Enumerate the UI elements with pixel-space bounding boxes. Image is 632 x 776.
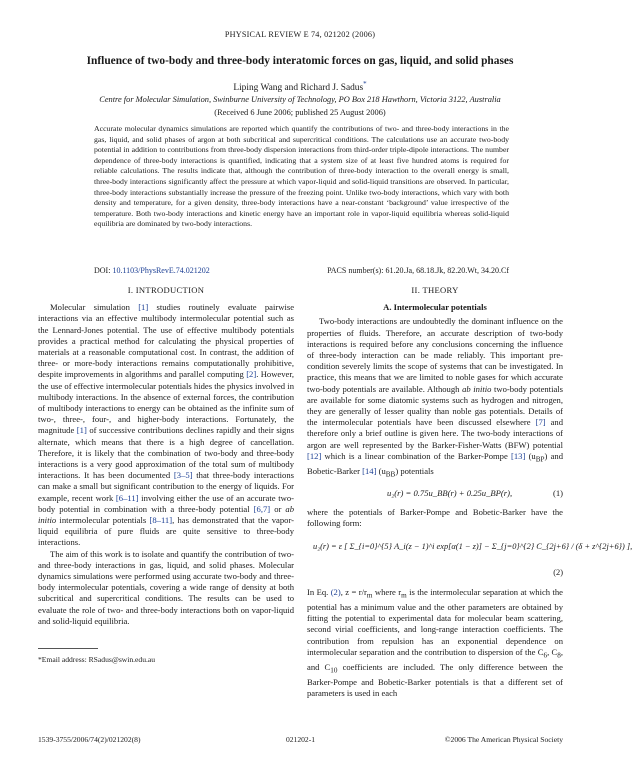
theory-paragraph-2: where the potentials of Barker-Pompe and Bobetic-Barker have the following form: [307, 506, 563, 528]
right-column [307, 285, 632, 699]
citation-link[interactable]: [1] [76, 425, 87, 436]
equation-2-number: (2) [553, 568, 563, 578]
section-heading-introduction: I. INTRODUCTION [127, 285, 205, 295]
subsection-heading: A. Intermolecular potentials [383, 302, 487, 313]
author-footnote-mark[interactable]: * [363, 80, 367, 88]
citation-link[interactable]: [3–5] [173, 470, 193, 481]
theory-paragraph-3: In Eq. (2), $z = r/r_m$ where $r_m$ is the intermolecular separation at which the potential has a minimum value and the other parameters are obtained by fitting the potential to experimental data for molecular beam scattering, second virial coefficients, and long-range interaction coefficients. The contribution from repulsion has an exponential dependence on intermolecular separation and the contribution to dispersion of the $C_6$, $C_8$, and $C_{10}$ coefficients are included. The only difference between the Barker-Pompe and Bobetic-Barker potentials is that a different set of parameters is used in each [307, 587, 563, 698]
received-dates: (Received 6 June 2006; published 25 August 2006) [214, 108, 386, 117]
equation-2 [307, 531, 632, 583]
citation-link[interactable]: [14] [362, 465, 377, 476]
equation-2-body: u₂(r) = ε [ Σ_{i=0}^{5} A_i(z − 1)^i exp[α(1 − z)] − Σ_{j=0}^{2} C_{2j+6} / (δ + z^{2j+6}) ], [313, 542, 632, 552]
section-heading-theory: II. THEORY [411, 285, 459, 295]
intro-paragraph-2: The aim of this work is to isolate and quantify the contribution of two- and three-body interactions in gas, liquid, and solid phases. Molecular dynamics simulations were performed using accurate two-body and three-body intermolecular potentials, covering a wide range of density at both subcritical and supercritical conditions. The results can be used to evaluate the role of two- and three-body interactions both on vapor-liquid and solid-liquid equilibria. [38, 548, 294, 626]
doi-pacs-line [94, 266, 509, 275]
footer-page-number: 021202-1 [285, 735, 316, 744]
doi-link[interactable]: 10.1103/PhysRevE.74.021202 [112, 266, 210, 275]
theory-paragraph-1: Two-body interactions are undoubtedly the dominant influence on the properties of fluids. Therefore, an accurate description of two-body interactions is required before any conclusions concerning the influence of three-body interaction can be made reliably. This important pre-condition severely limits the scope of systems that can be investigated. In practice, this means that we are limited to noble gases for which accurate two-body potentials are available. Although ab initio two-body potentials are available for some diatomic systems such as hydrogen and nitrogen, they are generally of lesser quality than noble gas potentials. Details of the intermolecular potentials have been discussed elsewhere [7] and therefore only a brief outline is given here. The two-body interactions of argon are well represented by the Barker-Fisher-Watts (BFW) potential [12] which is a linear combination of the Barker-Pompe [13] $(u_{BP})$ and Bobetic-Barker [14] $(u_{BB})$ potentials [307, 316, 563, 479]
equation-1-body: u₂(r) = 0.75u_BB(r) + 0.25u_BP(r), [387, 487, 513, 498]
footnote-divider [38, 648, 98, 649]
affiliation: Centre for Molecular Simulation, Swinburne University of Technology, PO Box 218 Hawthorn, Victoria 3122, Australia [99, 95, 501, 104]
citation-link[interactable]: [7] [535, 417, 546, 428]
citation-link[interactable]: [12] [307, 450, 322, 461]
citation-link[interactable]: [6,7] [253, 503, 271, 514]
left-column [38, 285, 294, 627]
page-footer [38, 735, 563, 744]
doi-label: DOI: [94, 266, 111, 275]
paper-title: Influence of two-body and three-body interatomic forces on gas, liquid, and solid phases [86, 55, 514, 67]
citation-link[interactable]: [1] [138, 302, 149, 313]
pacs-numbers: PACS number(s): 61.20.Ja, 68.18.Jk, 82.20.Wt, 34.20.Cf [327, 266, 509, 275]
citation-link[interactable]: [2] [246, 369, 257, 380]
equation-1 [307, 485, 563, 503]
footer-issn: 1539-3755/2006/74(2)/021202(8) [38, 735, 141, 744]
abstract: Accurate molecular dynamics simulations are reported which quantify the contributions of two- and three-body interactions in the gas, liquid, and solid phases of argon at both subcritical and supercritical conditions. The calculations use an accurate two-body potential in addition to contributions from three-body dispersion interactions from third-order triple-dipole interactions. The number dependence of three-body interactions is quantified, indicating that a system size of at least five hundred atoms is required for reliable calculations. The results indicate that, although the contribution of three-body interaction to the overall energy is small, three-body interactions significantly affect the pressure at which vapor-liquid and solid-liquid transitions are observed. In particular, three-body interactions substantially increase the pressure of the freezing point. Unlike two-body interactions, which vary with both density and temperature, for a given density, three-body interactions have a near-constant ‘background’ value irrespective of the temperature. Both two-body interactions and kinetic energy have an important role in vapor-liquid equilibria whereas solid-liquid equilibria are dominated by two-body interactions. [94, 124, 509, 229]
journal-header: PHYSICAL REVIEW E 74, 021202 (2006) [224, 30, 376, 39]
equation-1-number: (1) [552, 487, 563, 498]
citation-link[interactable]: [13] [511, 450, 526, 461]
intro-paragraph-1: Molecular simulation [1] studies routinely evaluate pairwise interactions via an effective multibody intermolecular potential such as the Lennard-Jones potential. The use of effective multibody potentials provides a practical method for calculating the physical properties of materials at a reasonable computational cost. In contrast, the addition of three- or more-body interactions remains computationally prohibitive, despite improvements in algorithms and parallel computing [2]. However, the use of effective intermolecular potentials hides the physics involved in multibody interactions. In the absence of external forces, the contribution of multibody interactions to energy can be obtained as the infinite sum of two-, three-, four-, and higher-body interactions. Fortunately, the magnitude [1] of successive contributions declines rapidly and their signs alternate, which means that there is a high degree of cancellation. Therefore, it is likely that the combination of two-body and three-body interactions is a very good approximation of the total sum of multibody interactions. It has been documented [3–5] that three-body interactions can make a small but significant contribution to the energy of liquids. For example, recent work [6–11] involving either the use of an accurate two-body potential in combination with a three-body potential [6,7] or ab initio intermolecular potentials [8–11], has demonstrated that the vapor-liquid equilibria of pure fluids are quite sensitive to three-body interactions. [38, 302, 295, 548]
footer-copyright: ©2006 The American Physical Society [444, 735, 563, 744]
citation-link[interactable]: [6–11] [115, 492, 139, 503]
citation-link[interactable]: [8–11] [149, 515, 173, 526]
authors [0, 80, 600, 93]
author-names: Liping Wang and Richard J. Sadus [233, 83, 364, 94]
footnote-email: *Email address: RSadus@swin.edu.au [38, 655, 156, 664]
equation-link[interactable]: (2) [330, 587, 341, 598]
